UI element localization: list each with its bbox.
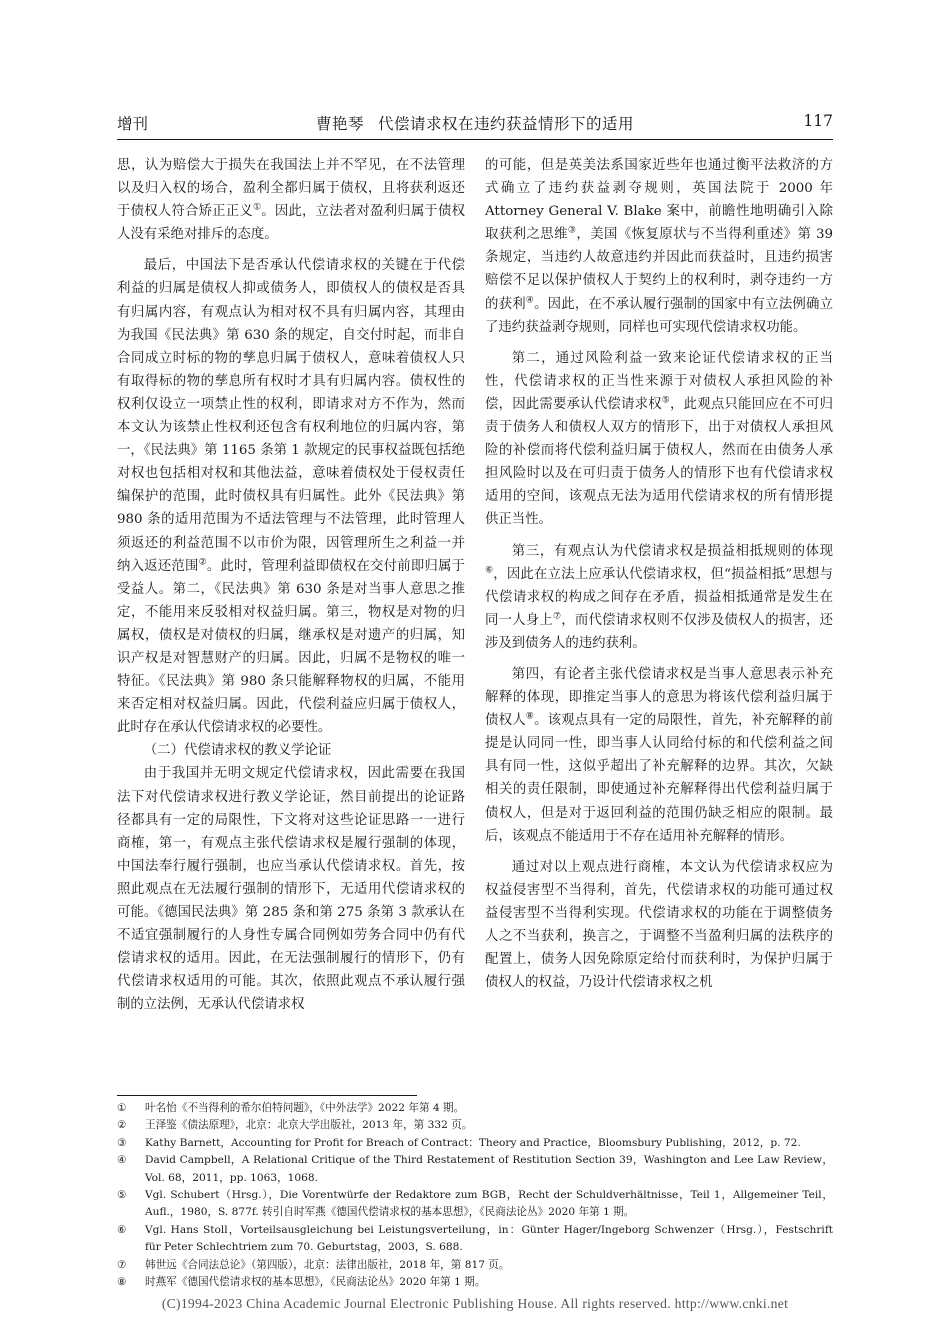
footnote-item: ⑥ Vgl. Hans Stoll，Vorteilsausgleichung bei Leistungsverteilung，in：Günter Hager/Ingeborg Schwenzer（Hrsg.），Festschrift für Peter Schlechtriem zum 70. Geburtstag，2003，S. 688.: [117, 1223, 833, 1254]
footnote-item: ⑦ 韩世远《合同法总论》（第四版），北京：法律出版社，2018 年，第 817 页。: [117, 1258, 510, 1271]
running-header: [117, 112, 833, 138]
journal-issue-label: 增刊: [117, 115, 149, 133]
footnote-item: ② 王泽鉴《债法原理》，北京：北京大学出版社，2013 年，第 332 页。: [117, 1119, 473, 1132]
right-column: [485, 154, 833, 994]
footnote-ref-2[interactable]: ②: [198, 557, 207, 568]
right-paragraph-4: 第四，有论者主张代偿请求权是当事人意思表示补充解释的体现，即推定当事人的意思为将该代偿利益归属于债权人⑧。该观点具有一定的局限性，首先，补充解释的前提是认同同一性，即当事人认同给付标的和代偿利益之间具有同一性，这似乎超出了补充解释的边界。其次，欠缺相关的责任限制，即使通过补充解释得出代偿利益归属于债权人，但是对于返回利益的范围仍缺乏相应的限制。最后，该观点不能适用于不存在适用补充解释的情形。: [485, 666, 834, 844]
footnote-ref-7[interactable]: ⑦: [552, 611, 562, 622]
footnote-item: ⑧ 时燕军《德国代偿请求权的基本思想》，《民商法论丛》2020 年第 1 期。: [117, 1276, 486, 1289]
page-number: 117: [803, 112, 833, 130]
section-heading: （二）代偿请求权的教义学论证: [143, 743, 332, 759]
right-paragraph-1: 的可能，但是英美法系国家近些年也通过衡平法救济的方式确立了违约获益剥夺规则，英国法院于 2000 年 Attorney General V. Blake 案中，前瞻性地明确引入除取获利之思维③，美国《恢复原状与不当得利重述》第 39 条规定，当违约人故意违约并因此而获益时，且违约损害赔偿不足以保护债权人于契约上的权利时，剥夺违约一方的获利④。因此，在不承认履行强制的国家中有立法例确立了违约获益剥夺规则，同样也可实现代偿请求权功能。: [485, 158, 834, 335]
footnote-ref-5[interactable]: ⑤: [661, 395, 671, 406]
left-paragraph-3: 由于我国并无明文规定代偿请求权，因此需要在我国法下对代偿请求权进行教义学论证，然目前提出的论证路径都具有一定的局限性，下文将对这些论证思路一一进行商榷，第一，有观点主张代偿请求权是履行强制的体现，中国法奉行履行强制，也应当承认代偿请求权。首先，按照此观点在无法履行强制的情形下，无适用代偿请求权的可能。《德国民法典》第 285 条和第 275 条第 3 款承认在不适宜强制履行的人身性专属合同例如劳务合同中仍有代偿请求权的适用。因此，在无法强制履行的情形下，仍有代偿请求权适用的可能。其次，依照此观点不承认履行强制的立法例，无承认代偿请求权: [117, 766, 465, 1013]
footnote-ref-8[interactable]: ⑧: [525, 711, 535, 722]
footnote-item: ③ Kathy Barnett，Accounting for Profit for Breach of Contract：Theory and Practice，Bloomsbury Publishing，2012，p. 72.: [117, 1136, 801, 1149]
header-rule: [117, 139, 833, 140]
header-author: 曹艳琴: [315, 115, 364, 133]
footnote-ref-6[interactable]: ⑥: [485, 565, 494, 576]
left-column: [117, 154, 465, 1016]
left-paragraph-1: 思，认为赔偿大于损失在我国法上并不罕见，在不法管理以及归入权的场合，盈利全都归属于债权，且将获利返还于债权人符合矫正正义①。因此，立法者对盈利归属于债权人没有采绝对排斥的态度。: [117, 158, 465, 243]
footnote-ref-1[interactable]: ①: [252, 202, 262, 213]
footnote-ref-4[interactable]: ④: [525, 295, 535, 306]
footnote-rule: [117, 1095, 417, 1096]
right-paragraph-3: 第三，有观点认为代偿请求权是损益相抵规则的体现⑥，因此在立法上应承认代偿请求权，但“损益相抵”思想与代偿请求权的构成之间存在矛盾，损益相抵通常是发生在同一人身上⑦，而代偿请求权则不仅涉及债权人的损害，还涉及到债务人的违约获利。: [485, 543, 833, 651]
header-title-block: [117, 112, 833, 134]
footnotes: [117, 1100, 833, 1291]
left-paragraph-2: 最后，中国法下是否承认代偿请求权的关键在于代偿利益的归属是债权人抑或债务人，即债权人的债权是否具有归属内容，有观点认为相对权不具有归属内容，其理由为我国《民法典》第 630 条的规定，自交付时起，而非自合同成立时标的物的孳息归属于债权人，意味着债权人只有取得标的物的孳息所有权时才具有归属内容。债权性的权利仅设立一项禁止性的权利，即请求对方不作为，然而本文认为该禁止性权利还包含有权利地位的归属内容，第一，《民法典》第 1165 条第 1 款规定的民事权益既包括绝对权也包括相对权和其他法益，意味着债权处于侵权责任编保护的范围，此时债权具有归属性。此外《民法典》第 980 条的适用范围为不适法管理与不法管理，此时管理人须返还的利益范围不以市价为限，因管理所生之利益一并纳入返还范围②。此时，管理利益即债权在交付前即归属于受益人。第二，《民法典》第 630 条是对当事人意思之推定，不能用来反驳相对权益归属。第三，物权是对物的归属权，债权是对债权的归属，继承权是对遗产的归属，知识产权是对智慧财产的归属。因此，归属不是物权的唯一特征。《民法典》第 980 条只能解释物权的归属，不能用来否定相对权益归属。因此，代偿利益应归属于债权人，此时存在承认代偿请求权的必要性。: [117, 258, 466, 736]
copyright-notice: (C)1994-2023 China Academic Journal Electronic Publishing House. All rights reserved. http://www.cnki.net: [161, 1296, 789, 1311]
right-paragraph-2: 第二，通过风险利益一致来论证代偿请求权的正当性，代偿请求权的正当性来源于对债权人承担风险的补偿，因此需要承认代偿请求权⑤，此观点只能回应在不可归责于债务人和债权人双方的情形下，出于对债权人承担风险的补偿而将代偿利益归属于债权人，然而在由债务人承担风险时以及在可归责于债务人的情形下也有代偿请求权适用的空间，该观点无法为适用代偿请求权的所有情形提供正当性。: [485, 350, 834, 528]
footnote-item: ⑤ Vgl. Schubert（Hrsg.），Die Vorentwürfe der Redaktore zum BGB，Recht der Schuldverhältnisse，Teil 1，Allgemeiner Teil，Aufl.，1980，S. 877f. 转引自时军燕《德国代偿请求权的基本思想》，《民商法论丛》2020 年第 1 期。: [117, 1189, 833, 1219]
footnote-item: ④ David Campbell，A Relational Critique of the Third Restatement of Restitution Section 39，Washington and Lee Law Review，Vol. 68，2011，pp. 1063，1068.: [117, 1154, 833, 1184]
footnote-item: ① 叶名怡《不当得利的希尔伯特问题》，《中外法学》2022 年第 4 期。: [117, 1102, 465, 1114]
header-title: 代偿请求权在违约获益情形下的适用: [378, 115, 635, 133]
right-paragraph-5: 通过对以上观点进行商榷，本文认为代偿请求权应为权益侵害型不当得利，首先，代偿请求权的功能可通过权益侵害型不当得利实现。代偿请求权的功能在于调整债务人之不当获利，换言之，于调整不当盈利归属的法秩序的配置上，债务人因免除原定给付而获利时，为保护归属于债权人的权益，乃设计代偿请求权之机: [485, 859, 833, 991]
footnote-ref-3[interactable]: ③: [567, 225, 577, 236]
